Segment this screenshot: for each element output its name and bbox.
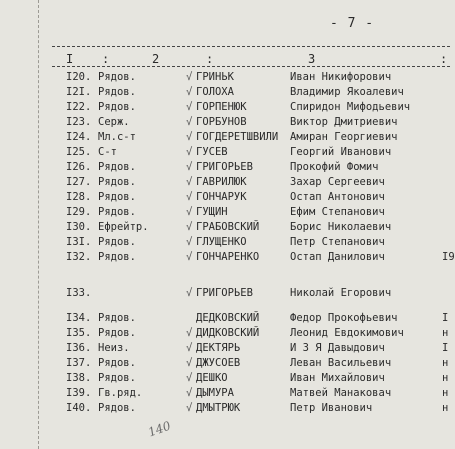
row-given-name: Борис Николаевич (290, 221, 392, 233)
row-number: I3I. (66, 236, 92, 248)
row-number: I23. (66, 116, 92, 128)
row-given-name: Амиран Георгиевич (290, 131, 398, 143)
row-surname: ГРИНЬК (196, 71, 234, 83)
row-given-name: Спиридон Мифодьевич (290, 101, 411, 113)
check-mark: √ (186, 71, 193, 83)
table-row (0, 101, 450, 116)
header-sep-1: : (102, 52, 110, 66)
row-edge-text: I (442, 312, 449, 324)
row-given-name: Иван Михайлович (290, 372, 385, 384)
row-given-name: Матвей Манаковач (290, 387, 392, 399)
row-rank: Рядов. (98, 372, 136, 384)
check-mark: √ (186, 116, 193, 128)
row-rank: Рядов. (98, 251, 136, 263)
row-given-name: Остап Антонович (290, 191, 385, 203)
header-col-3: 3 (308, 52, 316, 66)
row-given-name: И З Я Давыдович (290, 342, 385, 354)
row-number: I33. (66, 287, 92, 299)
check-mark: √ (186, 357, 193, 369)
table-row (0, 372, 450, 387)
check-mark: √ (186, 146, 193, 158)
check-mark: √ (186, 236, 193, 248)
row-rank: Серж. (98, 116, 130, 128)
row-rank: Рядов. (98, 101, 136, 113)
row-rank: Неиз. (98, 342, 130, 354)
row-surname: ГОНЧАРЕНКО (196, 251, 260, 263)
check-mark: √ (186, 161, 193, 173)
handwritten-note: 140 (146, 418, 173, 440)
row-given-name: Николай Егорович (290, 287, 392, 299)
row-number: I40. (66, 402, 92, 414)
row-rank: Рядов. (98, 357, 136, 369)
row-surname: ГОРПЕНЮК (196, 101, 247, 113)
row-surname: ДЫМУРА (196, 387, 234, 399)
table-row (0, 191, 450, 206)
row-rank: Рядов. (98, 86, 136, 98)
row-number: I27. (66, 176, 92, 188)
row-given-name: Петр Иванович (290, 402, 373, 414)
row-number: I24. (66, 131, 92, 143)
header-col-1: I (66, 52, 74, 66)
row-rank: Рядов. (98, 176, 136, 188)
table-row (0, 206, 450, 221)
row-edge-text: н (442, 387, 449, 399)
check-mark: √ (186, 191, 193, 203)
row-number: I25. (66, 146, 92, 158)
row-surname: ГРИГОРЬЕВ (196, 287, 253, 299)
row-number: I22. (66, 101, 92, 113)
row-given-name: Георгий Иванович (290, 146, 392, 158)
row-number: I36. (66, 342, 92, 354)
row-given-name: Иван Никифорович (290, 71, 392, 83)
table-row (0, 116, 450, 131)
row-edge-text: н (442, 357, 449, 369)
check-mark: √ (186, 372, 193, 384)
check-mark: √ (186, 327, 193, 339)
row-rank: Мл.с-т (98, 131, 136, 143)
row-number: I2I. (66, 86, 92, 98)
check-mark: √ (186, 131, 193, 143)
table-row (0, 387, 450, 402)
check-mark: √ (186, 387, 193, 399)
row-edge-text: н (442, 402, 449, 414)
row-number: I30. (66, 221, 92, 233)
row-rank: Рядов. (98, 402, 136, 414)
row-surname: ГЛУЩЕНКО (196, 236, 247, 248)
row-number: I28. (66, 191, 92, 203)
table-row (0, 251, 455, 266)
header-sep-3: : (440, 52, 448, 66)
row-number: I29. (66, 206, 92, 218)
row-surname: ДЕКТЯРЬ (196, 342, 241, 354)
header-rule-bottom (52, 66, 450, 67)
row-rank: Рядов. (98, 206, 136, 218)
row-given-name: Владимир Якоалевич (290, 86, 404, 98)
row-rank: Рядов. (98, 191, 136, 203)
row-surname: ДЕШКО (196, 372, 228, 384)
table-row (0, 161, 450, 176)
check-mark: √ (186, 206, 193, 218)
table-row (0, 221, 450, 236)
check-mark: √ (186, 86, 193, 98)
check-mark: √ (186, 402, 193, 414)
row-rank: Гв.ряд. (98, 387, 143, 399)
row-given-name: Леван Васильевич (290, 357, 392, 369)
header-sep-2: : (206, 52, 214, 66)
row-rank: С-т (98, 146, 117, 158)
row-number: I38. (66, 372, 92, 384)
check-mark: √ (186, 251, 193, 263)
row-given-name: Федор Прокофьевич (290, 312, 398, 324)
row-edge-text: н (442, 327, 449, 339)
header-rule-top (52, 46, 450, 47)
row-given-name: Леонид Евдокимович (290, 327, 404, 339)
row-given-name: Ефим Степанович (290, 206, 385, 218)
row-edge-text: I (442, 342, 449, 354)
row-number: I26. (66, 161, 92, 173)
table-row (0, 176, 450, 191)
table-row (0, 327, 450, 342)
check-mark: √ (186, 221, 193, 233)
row-edge-text: н (442, 372, 449, 384)
row-surname: ГАВРИЛЮК (196, 176, 247, 188)
row-surname: ДМЫТРЮК (196, 402, 241, 414)
row-given-name: Виктор Дмитриевич (290, 116, 398, 128)
page-number: - 7 - (330, 16, 375, 31)
table-row (0, 312, 450, 327)
table-row (0, 342, 450, 357)
row-surname: ДИДКОВСКИЙ (196, 327, 260, 339)
row-surname: ГУЩИН (196, 206, 228, 218)
row-rank: Ефрейтр. (98, 221, 149, 233)
row-surname: ГОГДЕРЕТШВИЛИ (196, 131, 279, 143)
table-row (0, 71, 450, 86)
row-number: I39. (66, 387, 92, 399)
table-row (0, 86, 450, 101)
row-given-name: Захар Сергеевич (290, 176, 385, 188)
row-surname: ГОНЧАРУК (196, 191, 247, 203)
table-row (0, 357, 450, 372)
table-row (0, 402, 450, 417)
row-number: I37. (66, 357, 92, 369)
check-mark: √ (186, 342, 193, 354)
table-row (0, 287, 450, 302)
header-col-2: 2 (152, 52, 160, 66)
row-surname: ДЖУСОЕВ (196, 357, 241, 369)
check-mark: √ (186, 101, 193, 113)
row-surname: ГОРБУНОВ (196, 116, 247, 128)
row-given-name: Прокофий Фомич (290, 161, 379, 173)
row-surname: ГОЛОХА (196, 86, 234, 98)
row-number: I32. (66, 251, 92, 263)
table-row (0, 131, 450, 146)
check-mark: √ (186, 176, 193, 188)
row-number: I20. (66, 71, 92, 83)
row-surname: ГРИГОРЬЕВ (196, 161, 253, 173)
row-surname: ГУСЕВ (196, 146, 228, 158)
row-rank: Рядов. (98, 327, 136, 339)
row-surname: ДЕДКОВСКИЙ (196, 312, 260, 324)
row-edge-text: I9 (442, 251, 455, 263)
row-rank: Рядов. (98, 71, 136, 83)
table-row (0, 146, 450, 161)
row-rank: Рядов. (98, 312, 136, 324)
row-surname: ГРАБОВСКИЙ (196, 221, 260, 233)
table-row (0, 236, 450, 251)
row-given-name: Петр Степанович (290, 236, 385, 248)
row-rank: Рядов. (98, 236, 136, 248)
row-rank: Рядов. (98, 161, 136, 173)
check-mark: √ (186, 287, 193, 299)
row-given-name: Остап Данилович (290, 251, 385, 263)
row-number: I35. (66, 327, 92, 339)
row-number: I34. (66, 312, 92, 324)
